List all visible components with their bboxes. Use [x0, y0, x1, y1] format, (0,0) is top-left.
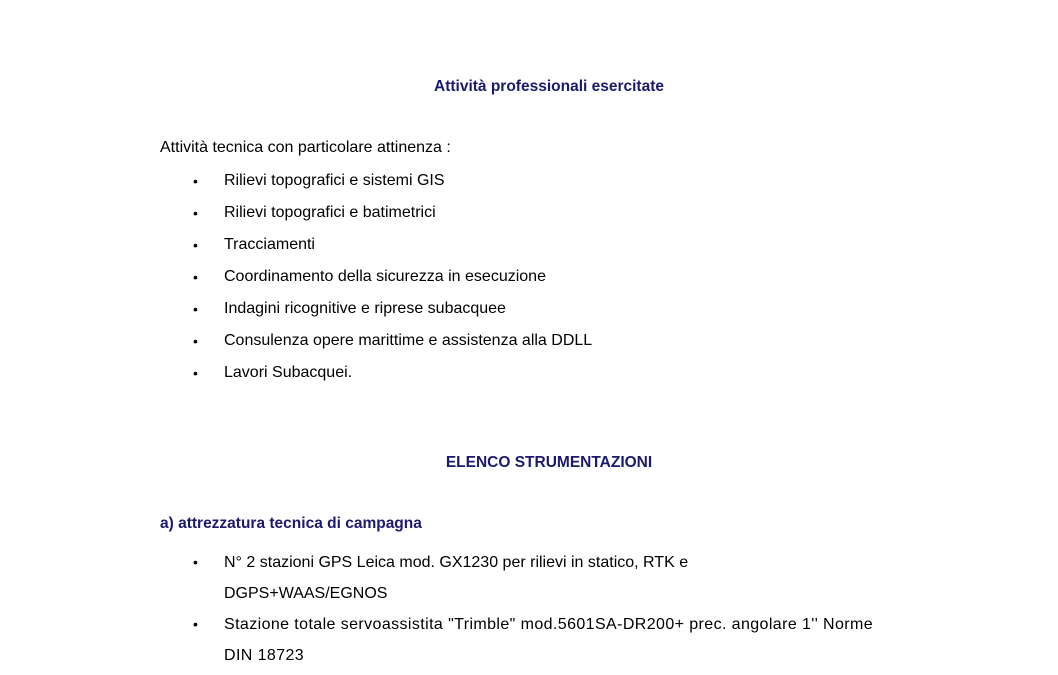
list-item: [0, 547, 700, 609]
bullet-icon: •: [193, 205, 198, 221]
list-item-text: [224, 547, 924, 609]
list-item: [0, 609, 874, 671]
bullet-icon: •: [193, 554, 198, 570]
list-item-text: Rilievi topografici e sistemi GIS: [224, 172, 445, 189]
section-title-activities: Attività professionali esercitate: [434, 78, 664, 95]
list-item-text: Indagini ricognitive e riprese subacquee: [224, 300, 506, 317]
intro-text: Attività tecnica con particolare attinenza :: [160, 139, 451, 156]
list-item-line: DIN 18723: [224, 647, 305, 664]
bullet-icon: •: [193, 333, 198, 349]
list-item-text: [224, 609, 924, 671]
bullet-icon: •: [193, 173, 198, 189]
bullet-icon: •: [193, 616, 198, 632]
list-item-text: Coordinamento della sicurezza in esecuzione: [224, 268, 546, 285]
equipment-list: [0, 547, 874, 671]
list-item-line: N° 2 stazioni GPS Leica mod. GX1230 per rilievi in statico, RTK e: [224, 554, 689, 571]
subsection-title: a) attrezzatura tecnica di campagna: [160, 515, 422, 532]
bullet-icon: •: [193, 269, 198, 285]
list-item-text: Tracciamenti: [224, 236, 315, 253]
bullet-icon: •: [193, 365, 198, 381]
list-item-line: Stazione totale servoassistita "Trimble" mod.5601SA-DR200+ prec. angolare 1'' Norme: [224, 616, 874, 633]
list-item-line: DGPS+WAAS/EGNOS: [224, 585, 388, 602]
list-item-text: Lavori Subacquei.: [224, 364, 353, 381]
list-item-text: Rilievi topografici e batimetrici: [224, 204, 436, 221]
bullet-icon: •: [193, 301, 198, 317]
bullet-icon: •: [193, 237, 198, 253]
list-item-text: Consulenza opere marittime e assistenza alla DDLL: [224, 332, 593, 349]
section-title-instruments: ELENCO STRUMENTAZIONI: [445, 454, 653, 471]
